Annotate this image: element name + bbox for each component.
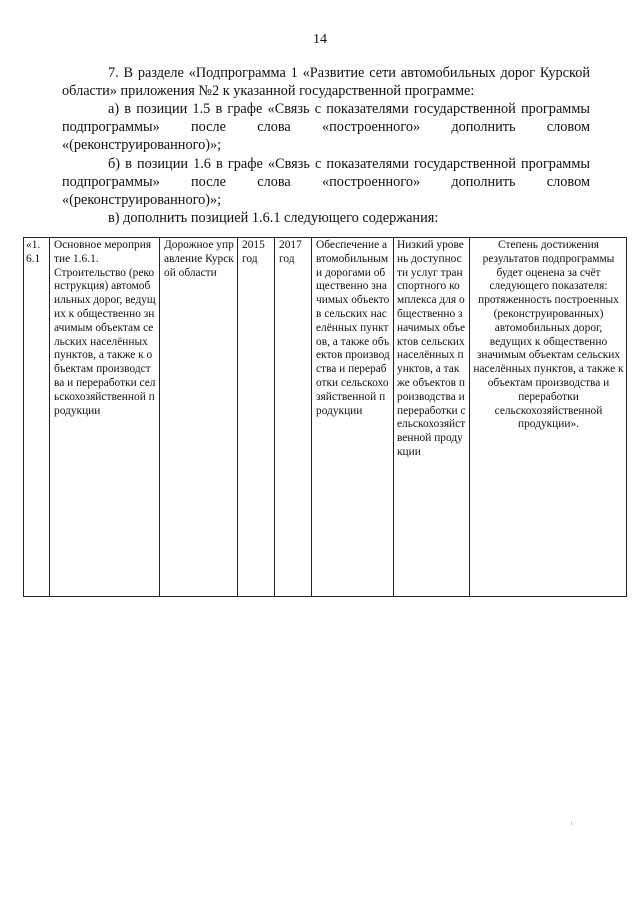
- measure-heading: Основное мероприятие 1.6.1.: [54, 239, 152, 265]
- paragraph-7: 7. В разделе «Подпрограмма 1 «Развитие сети автомобильных дорог Курской области» приложения №2 к указанной государственной программе:: [62, 65, 590, 99]
- paragraph-b: б) в позиции 1.6 в графе «Связь с показателями государственной программы подпрограммы» после слова «построенного» дополнить словом «(реконструированного)»;: [62, 156, 590, 208]
- cell-consequences: Низкий уровень доступности услуг транспортного комплекса для общественно значимых объектов сельских населённых пунктов, а также объектов производства и переработки сельскохозяйственной продукции: [394, 238, 470, 597]
- cell-executor: Дорожное управление Курской области: [160, 238, 238, 597]
- position-table: [23, 237, 627, 597]
- table-row: [24, 238, 627, 597]
- scan-artifact: [571, 822, 572, 825]
- paragraph-v: в) дополнить позицией 1.6.1 следующего содержания:: [108, 210, 439, 226]
- cell-start-year: 2015 год: [238, 238, 275, 597]
- paragraph-a: а) в позиции 1.5 в графе «Связь с показателями государственной программы подпрограммы» после слова «построенного» дополнить словом «(реконструированного)»;: [62, 101, 590, 153]
- cell-measure-name: [50, 238, 160, 597]
- cell-position-number: «1. 6.1: [24, 238, 50, 597]
- amendment-text: [62, 64, 590, 227]
- cell-indicator-link: Степень достижения результатов подпрограммы будет оценена за счёт следующего показателя: протяженность построенных (реконструированных) автомобильных дорог, ведущих к общественно значимым объектам сельских населённых пунктов, а также к объектам производства и переработки сельскохозяйственной продукции».: [470, 238, 627, 597]
- cell-expected-result: Обеспечение автомобильными дорогами общественно значимых объектов сельских населённых пунктов, а также объектов производства и переработки сельскохозяйственной продукции: [312, 238, 394, 597]
- cell-end-year: 2017 год: [275, 238, 312, 597]
- measure-description: Строительство (реконструкция) автомобильных дорог, ведущих к общественно значимым объектам сельских населённых пунктов, а также к объектам производства и переработки сельскохозяйственной продукции: [54, 266, 156, 417]
- page-number: 14: [313, 32, 327, 47]
